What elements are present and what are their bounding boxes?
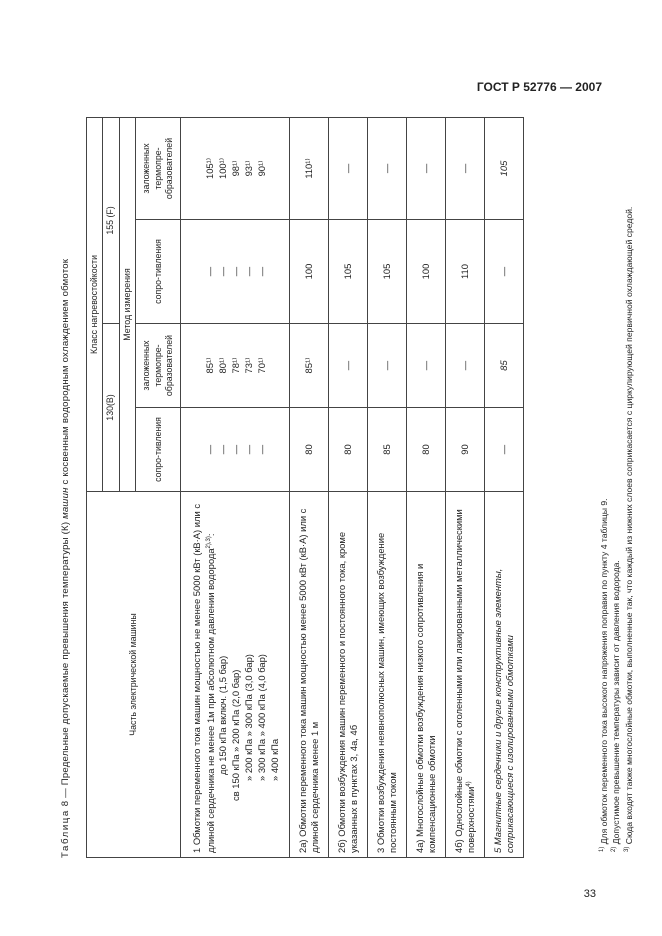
row-1-r155: — — — — —	[181, 220, 290, 324]
row-4a-r155: 100	[407, 220, 446, 324]
row-2a-r155: 100	[290, 220, 329, 324]
rotated-page-content	[60, 118, 634, 858]
header-resistance-155: сопро-тивления	[136, 220, 181, 324]
header-sensors-155: заложенных термопре-образователей	[136, 117, 181, 219]
row-1-part	[181, 492, 290, 858]
row-3-s130: —	[368, 324, 407, 408]
row-1-line-4: св 150 кПа » 200 кПа (2,0 бар)	[229, 669, 241, 801]
table-row	[407, 117, 446, 857]
footnote: $^{3)}$ Сюда входят также многослойные обмотки, выполненные так, что каждый из нижних слоев соприкасается с циркулирующей первичной охлаждающей средой.	[623, 206, 634, 852]
table-caption	[60, 118, 84, 858]
row-2a-part: 2а) Обмотки переменного тока машин мощностью менее 5000 кВт (кВ·А) или с длиной сердечника менее 1 м	[290, 492, 329, 858]
footnotes	[598, 118, 635, 858]
row-3-r130: 85	[368, 408, 407, 492]
footnote: $^{2)}$ Допустимое превышение температуры зависит от давления водорода.	[611, 560, 622, 852]
table-row	[329, 117, 368, 857]
footnote: $^{1)}$ Для обмоток переменного тока высокого напряжения поправки по пункту 4 таблицы 9.	[599, 498, 609, 852]
row-2a-r130: 80	[290, 408, 329, 492]
header-resistance-130: сопро-тивления	[136, 408, 181, 492]
row-1-line-6: » 300 кПа » 400 кПа (4,0 бар)	[255, 654, 267, 781]
caption-number: 8	[60, 800, 71, 807]
table-row	[368, 117, 407, 857]
row-3-part: 3 Обмотки возбуждения неявнополюсных машин, имеющих возбуждение постоянным током	[368, 492, 407, 858]
row-5-s130: 85	[485, 324, 524, 408]
row-4a-part: 4а) Многослойные обмотки возбуждения низкого сопротивления и компенсационные обмотки	[407, 492, 446, 858]
table-row	[181, 117, 290, 857]
row-2b-s155: —	[329, 117, 368, 219]
caption-italic: машин	[60, 487, 71, 519]
temperature-rise-table	[86, 117, 524, 858]
header-part: Часть электрической машины	[87, 492, 181, 858]
row-2b-r130: 80	[329, 408, 368, 492]
row-4a-s130: —	[407, 324, 446, 408]
row-2a-s130: 85¹⁾	[290, 324, 329, 408]
page-number: 33	[583, 888, 596, 900]
header-sensors-130: заложенных термопре-образователей	[136, 324, 181, 408]
row-4b-r130: 90	[446, 408, 485, 492]
caption-text-after: с косвенным водородным охлаждением обмоток	[60, 258, 71, 485]
caption-label: Таблица	[60, 809, 71, 858]
row-5-s155: 105	[485, 117, 524, 219]
row-4b-r155: 110	[446, 220, 485, 324]
row-2b-s130: —	[329, 324, 368, 408]
table-row	[485, 117, 524, 857]
row-2a-s155: 110¹⁾	[290, 117, 329, 219]
row-1-line-1: 1 Обмотки переменного тока машин мощностью не менее 5000 кВт (кВ·А) или с	[190, 503, 202, 853]
row-1-s155: 105¹⁾ 100¹⁾ 98¹⁾ 93¹⁾ 90¹⁾	[181, 117, 290, 219]
row-1-s130: 85¹⁾ 80¹⁾ 78¹⁾ 73¹⁾ 70¹⁾	[181, 324, 290, 408]
row-1-line-7: » 400 кПа	[268, 738, 280, 781]
row-1-r130: — — — — —	[181, 408, 290, 492]
header-heat-class: Класс нагревостойкости	[87, 117, 103, 491]
row-5-r130: —	[485, 408, 524, 492]
row-2b-part: 2б) Обмотки возбуждения машин переменного и постоянного тока, кроме указанных в пунктах 3, 4а, 4б	[329, 492, 368, 858]
header-class-155: 155 (F)	[103, 117, 119, 323]
row-2b-r155: 105	[329, 220, 368, 324]
row-1-line-5: » 200 кПа » 300 кПа (3,0 бар)	[242, 654, 254, 781]
table-row	[290, 117, 329, 857]
caption-text-before: — Предельные допускаемые превышения температуры (К)	[60, 521, 71, 798]
row-4a-s155: —	[407, 117, 446, 219]
row-1-line-3: до 150 кПа включ. (1,5 бар)	[216, 655, 228, 775]
row-1-line-2: длиной сердечника не менее 1м при абсолютном давлении водорода$^{2),3)}$:	[204, 533, 216, 853]
row-3-r155: 105	[368, 220, 407, 324]
row-4b-part: 4б) Однослойные обмотки с оголенными или лакированными металлическими поверхностями$^{4)}$	[446, 492, 485, 858]
row-4a-r130: 80	[407, 408, 446, 492]
row-5-part: 5 Магнитные сердечники и другие конструктивные элементы, соприкасающиеся с изолированными обмотками	[485, 492, 524, 858]
document-code: ГОСТ Р 52776 — 2007	[476, 80, 602, 94]
row-4b-s155: —	[446, 117, 485, 219]
row-3-s155: —	[368, 117, 407, 219]
header-method: Метод измерения	[119, 117, 135, 491]
row-5-r155: —	[485, 220, 524, 324]
row-4b-s130: —	[446, 324, 485, 408]
table-row	[446, 117, 485, 857]
header-class-130: 130(В)	[103, 324, 119, 492]
